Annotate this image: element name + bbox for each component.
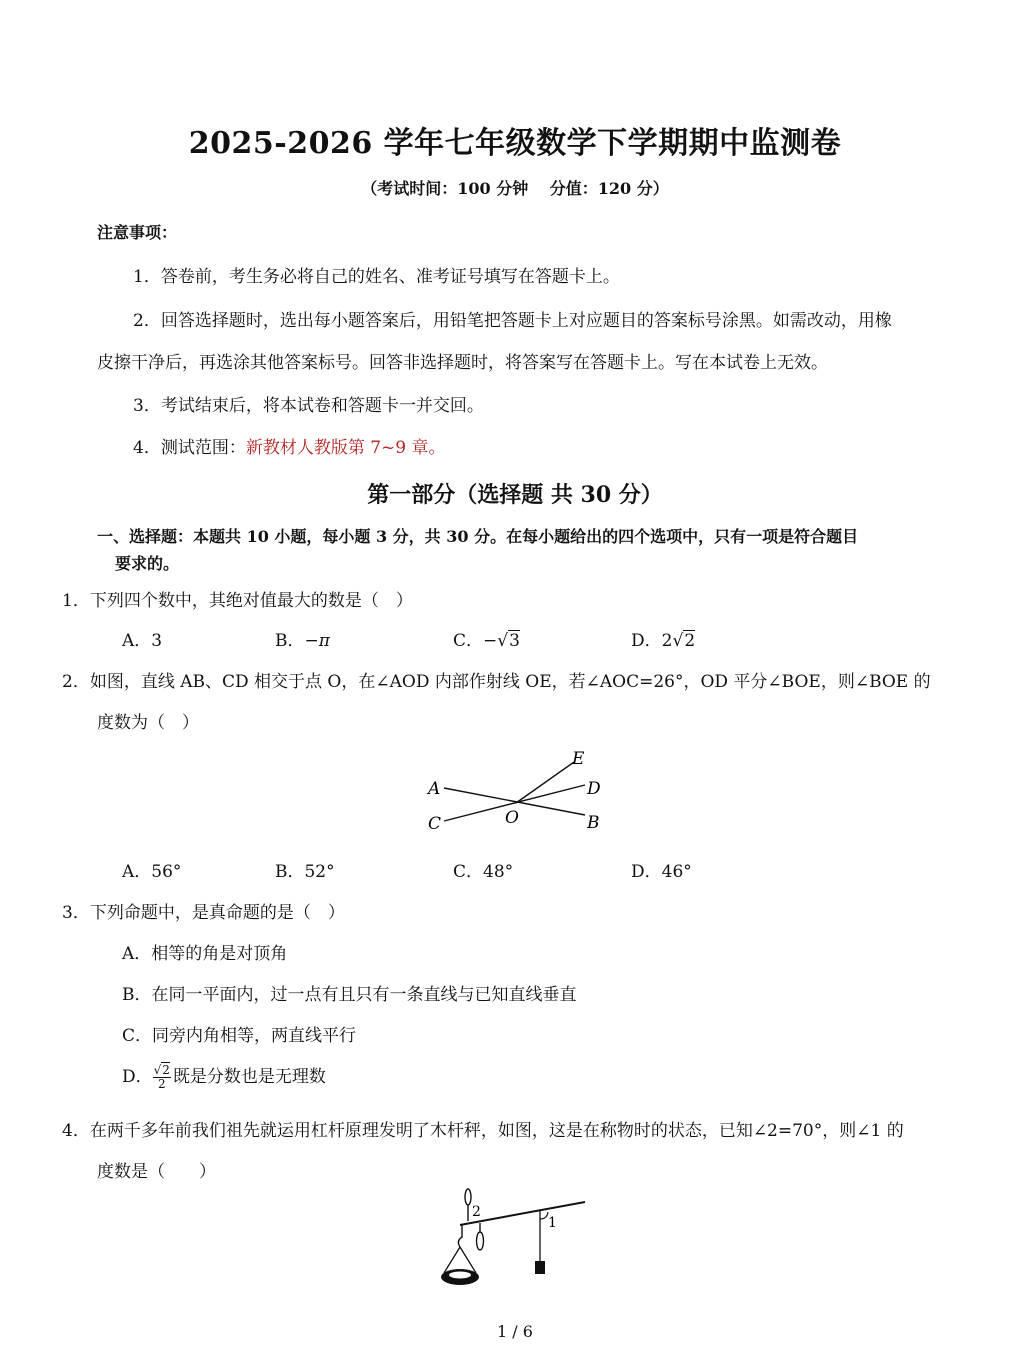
angle-1-label: 1 [548, 1215, 557, 1231]
label-o: O [505, 808, 519, 828]
notice-item-4-prefix: 4．测试范围： [133, 438, 246, 458]
section-title: 第一部分（选择题 共 30 分） [367, 482, 663, 508]
q1-stem: 1．下列四个数中，其绝对值最大的数是（ ） [62, 591, 413, 611]
exam-info: （考试时间：100 分钟 分值：120 分） [361, 179, 669, 198]
q1-option-b [275, 626, 330, 651]
q3-option-a: A．相等的角是对顶角 [122, 944, 288, 964]
top-loop [465, 1189, 471, 1205]
q4-steelyard-figure [430, 1185, 600, 1300]
sqrt-icon: √ [497, 631, 509, 651]
q1-option-a: A．3 [122, 631, 163, 651]
notice-item-1: 1．答卷前，考生务必将自己的姓名、准考证号填写在答题卡上。 [133, 267, 620, 287]
hook-icon [458, 1225, 462, 1247]
sqrt-icon: √ [153, 1063, 162, 1077]
q3-option-d-numerator: 2 [162, 1063, 170, 1077]
notice-item-2-line-1: 2．回答选择题时，选出每小题答案后，用铅笔把答题卡上对应题目的答案标号涂黑。如需改动，用橡 [133, 311, 892, 331]
q1-option-d [631, 626, 695, 651]
section-instruction-line-1: 一、选择题：本题共 10 小题，每小题 3 分，共 30 分。在每小题给出的四个选项中，只有一项是符合题目 [97, 527, 859, 546]
counterweight-icon [535, 1261, 545, 1274]
q2-option-d: D．46° [631, 862, 692, 882]
q2-figure [420, 742, 620, 842]
q1-option-c-label: C． [453, 631, 484, 651]
q1-option-b-label: B． [275, 631, 305, 651]
q2-stem-line-2: 度数为（ ） [97, 713, 199, 733]
angle-2-label: 2 [472, 1204, 481, 1220]
notice-heading: 注意事项： [97, 223, 178, 242]
q2-stem-line-1: 2．如图，直线 AB、CD 相交于点 O，在∠AOD 内部作射线 OE，若∠AOC=26°，OD 平分∠BOE，则∠BOE 的 [62, 672, 931, 692]
pan-inner [449, 1272, 471, 1279]
lower-loop [477, 1232, 484, 1250]
q1-option-d-coef: 2 [661, 631, 673, 651]
label-b: B [587, 813, 600, 833]
q3-option-d [122, 1062, 326, 1091]
notice-item-3: 3．考试结束后，将本试卷和答题卡一并交回。 [133, 396, 484, 416]
test-scope: 新教材人教版第 7~9 章。 [245, 438, 446, 458]
label-a: A [428, 779, 441, 799]
notice-item-4 [133, 433, 446, 458]
q4-stem-line-1: 4．在两千多年前我们祖先就运用杠杆原理发明了木杆秤，如图，这是在称物时的状态，已知∠2=70°，则∠1 的 [62, 1121, 904, 1141]
q1-option-d-label: D． [631, 631, 662, 651]
label-d: D [587, 779, 601, 799]
angle-1-arc [540, 1212, 548, 1219]
fraction-sqrt2-over-2 [153, 1064, 171, 1091]
notice-item-2-line-2: 皮擦干净后，再选涂其他答案标号。回答非选择题时，将答案写在答题卡上。写在本试卷上无效。 [97, 353, 828, 373]
q3-option-d-denominator: 2 [157, 1077, 166, 1091]
section-instruction-line-2: 要求的。 [115, 554, 180, 573]
q3-stem: 3．下列命题中，是真命题的是（ ） [62, 903, 345, 923]
page-number: 1 / 6 [497, 1322, 533, 1341]
q1-option-c [453, 626, 520, 651]
label-e: E [572, 749, 585, 769]
label-c: C [428, 814, 442, 834]
q1-option-c-radicand: 3 [509, 631, 520, 651]
q2-option-b: B．52° [275, 862, 335, 882]
q3-option-d-text: 既是分数也是无理数 [172, 1067, 326, 1087]
q2-option-c: C．48° [453, 862, 514, 882]
q3-option-d-label: D． [122, 1067, 153, 1087]
q2-option-a: A．56° [122, 862, 182, 882]
q3-option-b: B．在同一平面内，过一点有且只有一条直线与已知直线垂直 [122, 985, 577, 1005]
q3-option-c: C．同旁内角相等，两直线平行 [122, 1026, 357, 1046]
sqrt-icon: √ [672, 631, 684, 651]
q1-option-b-value: −π [304, 631, 330, 651]
q4-stem-line-2: 度数是（ ） [97, 1162, 216, 1182]
q1-option-c-minus: − [483, 631, 498, 651]
q1-option-d-radicand: 2 [684, 631, 696, 651]
page-title: 2025-2026 学年七年级数学下学期期中监测卷 [188, 126, 842, 161]
ray-oe [516, 762, 574, 803]
